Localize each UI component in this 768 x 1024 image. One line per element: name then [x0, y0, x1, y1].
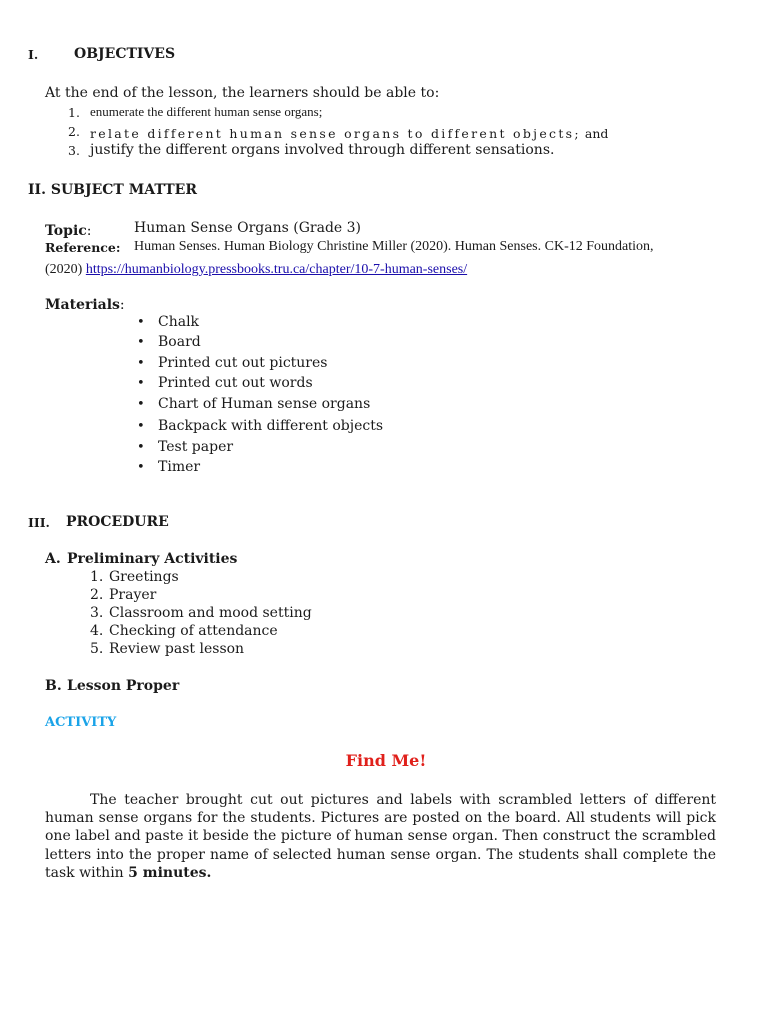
activity-heading: ACTIVITY [45, 715, 117, 730]
objective-item-text: relate different human sense organs to different objects; [90, 126, 581, 141]
activity-item: Checking of attendance [109, 623, 278, 639]
bullet: • [137, 315, 145, 330]
objective-item: justify the different organs involved through different sensations. [90, 142, 555, 158]
objective-number: 3. [68, 143, 80, 158]
bullet: • [137, 376, 145, 391]
activity-number: 4. [90, 623, 104, 639]
bullet: • [137, 419, 145, 434]
procedure-heading: PROCEDURE [66, 514, 169, 530]
objective-item-suffix: and [580, 126, 609, 141]
material-item: Chart of Human sense organs [158, 396, 371, 412]
activity-number: 1. [90, 569, 104, 585]
activity-description-text: The teacher brought cut out pictures and labels with scrambled letters of different human sense organs for the students. Pictures are posted on the board. All students will pick one label and paste it beside the picture of human sense organ. Then construct the scrambled letters into the proper name of selected human sense organ. The students shall complete the task within [45, 792, 716, 881]
material-item: Printed cut out words [158, 375, 313, 391]
activity-item: Greetings [109, 569, 179, 585]
activity-number: 5. [90, 641, 104, 657]
objective-item: enumerate the different human sense organs; [90, 104, 323, 119]
objective-number: 2. [68, 124, 80, 139]
material-item: Test paper [158, 439, 234, 455]
activity-number: 3. [90, 605, 104, 621]
activity-item: Classroom and mood setting [109, 605, 312, 621]
objective-number: 1. [68, 105, 80, 120]
material-item: Backpack with different objects [158, 418, 384, 434]
objectives-numeral: I. [28, 47, 39, 62]
reference-line-2: (2020) https://humanbiology.pressbooks.tru.ca/chapter/10-7-human-senses/ [45, 262, 468, 277]
material-item: Printed cut out pictures [158, 355, 328, 371]
topic-label: Topic: [45, 223, 92, 239]
activity-item: Review past lesson [109, 641, 245, 657]
objective-item [90, 123, 608, 142]
reference-link[interactable]: https://humanbiology.pressbooks.tru.ca/chapter/10-7-human-senses/ [85, 262, 468, 277]
materials-label: Materials: [45, 297, 125, 313]
subject-matter-heading: II. SUBJECT MATTER [28, 182, 197, 198]
section-a-letter: A. [45, 551, 61, 567]
bullet: • [137, 460, 145, 475]
activity-item: Prayer [109, 587, 157, 603]
game-title: Find Me! [345, 751, 427, 770]
topic-value: Human Sense Organs (Grade 3) [134, 220, 362, 236]
bullet: • [137, 397, 145, 412]
objectives-heading: OBJECTIVES [74, 46, 176, 62]
procedure-numeral: III. [28, 515, 50, 530]
bullet: • [137, 335, 145, 350]
bullet: • [137, 440, 145, 455]
activity-description [45, 791, 716, 882]
objectives-intro: At the end of the lesson, the learners should be able to: [45, 85, 440, 101]
section-a-title: Preliminary Activities [67, 551, 238, 567]
time-limit: 5 minutes. [128, 864, 212, 881]
material-item: Chalk [158, 314, 200, 330]
reference-text: Human Senses. Human Biology Christine Miller (2020). Human Senses. CK-12 Foundation, [134, 239, 654, 254]
section-b-title: Lesson Proper [67, 678, 180, 694]
bullet: • [137, 356, 145, 371]
activity-number: 2. [90, 587, 104, 603]
reference-label: Reference: [45, 240, 121, 255]
section-b-letter: B. [45, 678, 62, 694]
material-item: Board [158, 334, 201, 350]
material-item: Timer [158, 459, 201, 475]
